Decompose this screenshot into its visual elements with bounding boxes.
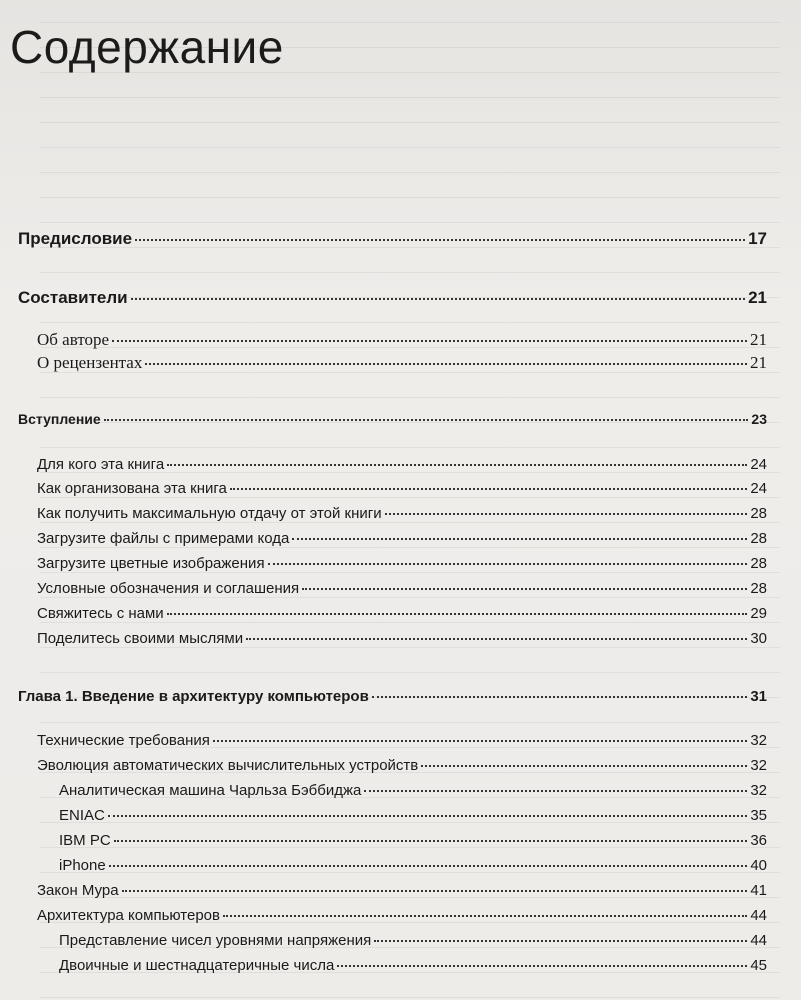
toc-entry-page: 44 <box>750 907 767 924</box>
toc-entry-contact[interactable] <box>37 603 767 625</box>
toc-leader-dots <box>135 238 745 241</box>
toc-entry-title: Вступление <box>18 411 101 427</box>
toc-entry-title: Закон Мура <box>37 882 119 899</box>
toc-entry-title: Свяжитесь с нами <box>37 605 164 622</box>
toc-entry-title: iPhone <box>59 857 106 874</box>
toc-leader-dots <box>167 612 748 615</box>
toc-entry-page: 35 <box>750 807 767 824</box>
toc-entry-about-author[interactable] <box>37 329 767 351</box>
toc-entry-page: 30 <box>750 630 767 647</box>
toc-entry-page: 17 <box>748 229 767 248</box>
toc-entry-title: IBM PC <box>59 832 111 849</box>
toc-entry-title: Предисловие <box>18 229 133 248</box>
toc-entry-page: 32 <box>750 757 767 774</box>
toc-entry-voltage-levels[interactable] <box>59 930 767 952</box>
toc-entry-page: 32 <box>750 732 767 749</box>
toc-leader-dots <box>385 512 748 515</box>
toc-leader-dots <box>268 562 748 565</box>
toc-entry-introduction[interactable] <box>18 408 767 430</box>
toc-leader-dots <box>374 939 747 942</box>
toc-entry-page: 21 <box>748 288 767 307</box>
toc-entry-moores-law[interactable] <box>37 880 767 902</box>
toc-entry-eniac[interactable] <box>59 805 767 827</box>
toc-entry-organization[interactable] <box>37 478 767 500</box>
toc-entry-title: Об авторе <box>37 330 110 349</box>
toc-entry-page: 24 <box>750 456 767 473</box>
toc-entry-title: Условные обозначения и соглашения <box>37 580 300 597</box>
toc-leader-dots <box>112 339 747 342</box>
toc-leader-dots <box>108 814 747 817</box>
toc-entry-title: Представление чисел уровнями напряжения <box>59 932 372 949</box>
toc-leader-dots <box>145 362 747 365</box>
toc-entry-page: 28 <box>750 555 767 572</box>
toc-entry-page: 28 <box>750 505 767 522</box>
toc-entry-preface[interactable] <box>18 228 767 250</box>
toc-leader-dots <box>167 463 747 466</box>
toc-entry-title: Аналитическая машина Чарльза Бэббиджа <box>59 782 362 799</box>
toc-entry-page: 44 <box>750 932 767 949</box>
toc-entry-computer-architecture[interactable] <box>37 905 767 927</box>
toc-leader-dots <box>421 764 747 767</box>
toc-leader-dots <box>246 637 747 640</box>
toc-entry-title: Архитектура компьютеров <box>37 907 220 924</box>
toc-entry-title: Эволюция автоматических вычислительных устройств <box>37 757 419 774</box>
toc-leader-dots <box>364 789 747 792</box>
toc-entry-page: 28 <box>750 530 767 547</box>
toc-leader-dots <box>230 487 747 490</box>
toc-entry-page: 41 <box>750 882 767 899</box>
toc-entry-title: Загрузите цветные изображения <box>37 555 265 572</box>
toc-leader-dots <box>109 864 748 867</box>
toc-entry-page: 21 <box>750 353 767 372</box>
toc-entry-title: Для кого эта книга <box>37 456 165 473</box>
toc-leader-dots <box>223 914 747 917</box>
toc-entry-evolution[interactable] <box>37 755 767 777</box>
toc-entry-title: Как организована эта книга <box>37 480 227 497</box>
toc-entry-contributors[interactable] <box>18 287 767 309</box>
toc-entry-title: Поделитесь своими мыслями <box>37 630 244 647</box>
toc-entry-about-reviewers[interactable] <box>37 352 767 374</box>
toc-entry-title: Составители <box>18 288 128 307</box>
toc-entry-page: 32 <box>750 782 767 799</box>
toc-entry-page: 31 <box>750 688 767 705</box>
toc-entry-share-thoughts[interactable] <box>37 628 767 650</box>
toc-entry-page: 40 <box>750 857 767 874</box>
toc-entry-title: Двоичные и шестнадцатеричные числа <box>59 957 335 974</box>
toc-entry-title: О рецензентах <box>37 353 143 372</box>
toc-entry-title: Как получить максимальную отдачу от этой книги <box>37 505 382 522</box>
toc-leader-dots <box>114 839 748 842</box>
toc-leader-dots <box>337 964 747 967</box>
toc-entry-title: Загрузите файлы с примерами кода <box>37 530 290 547</box>
page-title: Содержание <box>10 21 284 73</box>
toc-leader-dots <box>213 739 747 742</box>
toc-entry-page: 36 <box>750 832 767 849</box>
toc-entry-page: 23 <box>751 411 767 427</box>
toc-entry-audience[interactable] <box>37 454 767 476</box>
toc-entry-title: Технические требования <box>37 732 210 749</box>
toc-entry-page: 28 <box>750 580 767 597</box>
toc-entry-title: ENIAC <box>59 807 105 824</box>
toc-entry-page: 24 <box>750 480 767 497</box>
toc-entry-title: Глава 1. Введение в архитектуру компьютеров <box>18 688 369 705</box>
toc-entry-iphone[interactable] <box>59 855 767 877</box>
toc-entry-page: 29 <box>750 605 767 622</box>
toc-entry-tech-requirements[interactable] <box>37 730 767 752</box>
toc-leader-dots <box>104 418 749 421</box>
toc-entry-chapter-1[interactable] <box>18 686 767 708</box>
toc-leader-dots <box>302 587 747 590</box>
toc-entry-get-most[interactable] <box>37 503 767 525</box>
toc-entry-page: 21 <box>750 330 767 349</box>
toc-entry-conventions[interactable] <box>37 578 767 600</box>
toc-leader-dots <box>122 889 748 892</box>
toc-entry-binary-hex[interactable] <box>59 955 767 977</box>
toc-leader-dots <box>131 297 745 300</box>
toc-leader-dots <box>372 695 748 698</box>
toc-leader-dots <box>292 537 747 540</box>
toc-entry-ibm-pc[interactable] <box>59 830 767 852</box>
toc-entry-babbage[interactable] <box>59 780 767 802</box>
toc-entry-download-images[interactable] <box>37 553 767 575</box>
toc-entry-download-code[interactable] <box>37 528 767 550</box>
toc-entry-page: 45 <box>750 957 767 974</box>
